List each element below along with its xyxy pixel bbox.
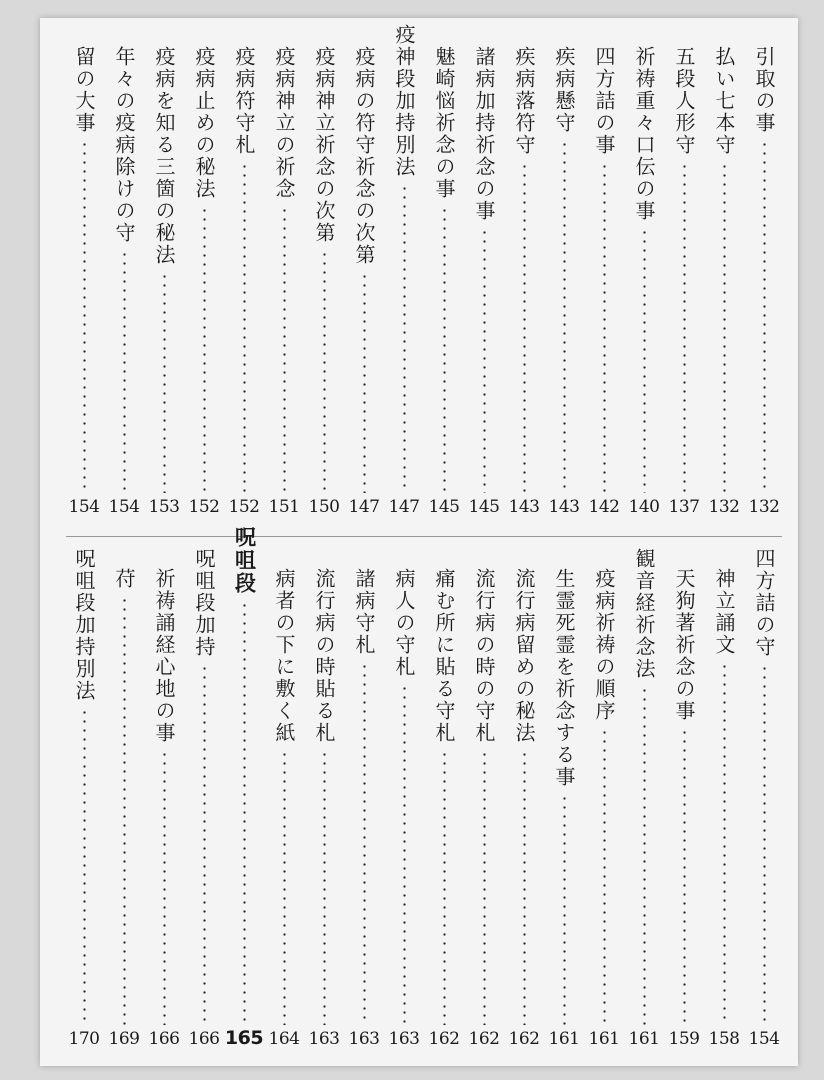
toc-page-number: 142 (588, 497, 620, 517)
dot-leader (123, 250, 126, 493)
dot-leader (483, 750, 486, 1025)
dot-leader (643, 228, 646, 493)
toc-entry-body (514, 548, 534, 1025)
dot-leader (603, 728, 606, 1025)
toc-entry (384, 548, 424, 1048)
toc-page-number: 140 (628, 497, 660, 517)
toc-entry-body (434, 46, 454, 493)
toc-page-number: 163 (348, 1029, 380, 1049)
toc-entry-title: 引取の事 (752, 46, 776, 134)
dot-leader (203, 206, 206, 493)
toc-page-number: 151 (268, 497, 300, 517)
toc-entry (584, 46, 624, 516)
toc-page-number: 162 (468, 1029, 500, 1049)
toc-entry-title: 痛む所に貼る守札 (432, 568, 456, 744)
toc-entry-title: 苻 (112, 568, 136, 590)
toc-entry (424, 548, 464, 1048)
dot-leader (363, 272, 366, 493)
toc-entry-title: 五段人形守 (672, 46, 696, 156)
toc-entry (464, 46, 504, 516)
toc-entry-body (114, 46, 134, 493)
toc-entry (504, 46, 544, 516)
toc-entry (584, 548, 624, 1048)
section-divider (66, 536, 782, 537)
toc-page-number: 163 (388, 1029, 420, 1049)
toc-page-number: 169 (108, 1029, 140, 1049)
toc-entry-title: 疫病を知る三箇の秘法 (152, 46, 176, 266)
dot-leader (443, 206, 446, 493)
toc-entry-title: 祈祷誦経心地の事 (152, 568, 176, 744)
toc-entry (304, 46, 344, 516)
toc-entry-body (434, 548, 454, 1025)
toc-entry-title: 四方詰の守 (752, 548, 776, 658)
dot-leader (683, 728, 686, 1025)
toc-page-number: 132 (708, 497, 740, 517)
toc-page-number: 162 (428, 1029, 460, 1049)
toc-page-number: 163 (308, 1029, 340, 1049)
toc-entry (104, 46, 144, 516)
toc-entry-title: 疫病止めの秘法 (192, 46, 216, 200)
toc-entry-body (754, 46, 774, 493)
dot-leader (763, 664, 766, 1025)
toc-page-number: 143 (548, 497, 580, 517)
toc-entry (544, 548, 584, 1048)
toc-entry-title: 呪咀段加持別法 (72, 548, 96, 702)
toc-entry-body (314, 46, 334, 493)
toc-section-heading: 呪咀段 (232, 526, 257, 595)
toc-entry (504, 548, 544, 1048)
toc-entry (424, 46, 464, 516)
toc-entry-body (594, 46, 614, 493)
toc-entry-title: 疫病の符守祈念の次第 (352, 46, 376, 266)
toc-entry (464, 548, 504, 1048)
toc-entry-title: 疫病神立祈念の次第 (312, 46, 336, 244)
toc-bottom-section (54, 526, 784, 1049)
toc-entry (664, 548, 704, 1048)
toc-entry-body (674, 548, 694, 1025)
toc-entry-title: 神立誦文 (712, 568, 736, 656)
toc-entry-title: 天狗著祈念の事 (672, 568, 696, 722)
toc-entry-title: 四方詰の事 (592, 46, 616, 156)
dot-leader (403, 184, 406, 493)
toc-page-number: 147 (388, 497, 420, 517)
toc-page-number: 147 (348, 497, 380, 517)
toc-entry (344, 548, 384, 1048)
toc-entry-title: 疫病符守札 (232, 46, 256, 156)
dot-leader (643, 686, 646, 1025)
toc-top-section (54, 24, 784, 517)
dot-leader (83, 708, 86, 1025)
toc-page-number: 161 (628, 1029, 660, 1049)
toc-entry-title: 流行病の時の守札 (472, 568, 496, 744)
toc-entry-title: 年々の疫病除けの守 (112, 46, 136, 244)
toc-entry-title: 疫病神立の祈念 (272, 46, 296, 200)
toc-entry-body (234, 46, 254, 493)
dot-leader (323, 750, 326, 1025)
toc-entry (104, 548, 144, 1048)
toc-page-number: 143 (508, 497, 540, 517)
dot-leader (243, 162, 246, 493)
toc-entry (64, 548, 104, 1048)
toc-entry (744, 46, 784, 516)
toc-entry (704, 46, 744, 516)
toc-entry-body (714, 548, 734, 1025)
dot-leader (323, 250, 326, 493)
toc-page-number: 166 (188, 1029, 220, 1049)
toc-entry-body (554, 46, 574, 493)
toc-entry-body (354, 548, 374, 1025)
toc-entry-body (474, 548, 494, 1025)
toc-entry-body (194, 46, 214, 493)
toc-entry (224, 46, 264, 516)
toc-entry-title: 疫神段加持別法 (392, 24, 416, 178)
toc-entry-title: 祈祷重々口伝の事 (632, 46, 656, 222)
dot-leader (363, 662, 366, 1025)
toc-entry (184, 46, 224, 516)
toc-entry-title: 流行病の時貼る札 (312, 568, 336, 744)
toc-entry-body (474, 46, 494, 493)
toc-entry-title: 疾病落符守 (512, 46, 536, 156)
toc-entry-title: 流行病留めの秘法 (512, 568, 536, 744)
toc-entry-title: 呪咀段加持 (192, 548, 216, 658)
toc-page-number: 162 (508, 1029, 540, 1049)
toc-page-number: 154 (108, 497, 140, 517)
toc-entry-body (714, 46, 734, 493)
toc-page-number: 170 (68, 1029, 100, 1049)
toc-entry-body (634, 548, 654, 1025)
dot-leader (483, 228, 486, 493)
toc-entry (184, 548, 224, 1048)
toc-page-number: 161 (548, 1029, 580, 1049)
dot-leader (163, 272, 166, 493)
toc-entry-title: 観音経祈念法 (632, 548, 656, 680)
dot-leader (563, 794, 566, 1025)
toc-entry-title: 諸病加持祈念の事 (472, 46, 496, 222)
dot-leader (83, 140, 86, 493)
toc-entry (664, 46, 704, 516)
toc-page-number: 159 (668, 1029, 700, 1049)
toc-entry-title: 病人の守札 (392, 568, 416, 678)
dot-leader (523, 750, 526, 1025)
toc-entry (384, 24, 424, 517)
toc-entry-title: 生霊死霊を祈念する事 (552, 568, 576, 788)
toc-entry (264, 548, 304, 1048)
toc-entry-body (514, 46, 534, 493)
dot-leader (163, 750, 166, 1025)
dot-leader (123, 596, 126, 1025)
dot-leader (203, 664, 206, 1025)
toc-entry (64, 46, 104, 516)
toc-page-number: 152 (188, 497, 220, 517)
toc-page-number: 152 (228, 497, 260, 517)
toc-entry-body (354, 46, 374, 493)
dot-leader (723, 162, 726, 493)
toc-entry-body (194, 548, 214, 1025)
toc-page-number: 145 (428, 497, 460, 517)
dot-leader (443, 750, 446, 1025)
dot-leader (283, 206, 286, 493)
toc-entry-body (154, 548, 174, 1025)
toc-page-number: 158 (708, 1029, 740, 1049)
toc-entry-title: 留の大事 (72, 46, 96, 134)
toc-entry-body (554, 548, 574, 1025)
book-page (40, 18, 798, 1066)
dot-leader (403, 684, 406, 1025)
toc-page-number: 137 (668, 497, 700, 517)
dot-leader (563, 140, 566, 493)
dot-leader (763, 140, 766, 493)
toc-entry (624, 548, 664, 1048)
toc-entry (224, 526, 264, 1049)
toc-entry-title: 病者の下に敷く紙 (272, 568, 296, 744)
toc-entry-title: 魅崎悩祈念の事 (432, 46, 456, 200)
toc-entry-body (634, 46, 654, 493)
toc-entry-body (394, 24, 414, 493)
toc-entry-title: 疾病懸守 (552, 46, 576, 134)
toc-entry (264, 46, 304, 516)
toc-entry-body (314, 548, 334, 1025)
toc-entry-title: 諸病守札 (352, 568, 376, 656)
dot-leader (723, 662, 726, 1025)
toc-page-number: 161 (588, 1029, 620, 1049)
toc-page-number: 165 (224, 1027, 264, 1049)
toc-entry (544, 46, 584, 516)
toc-page-number: 154 (748, 1029, 780, 1049)
toc-entry-body (674, 46, 694, 493)
toc-entry-body (234, 526, 255, 1023)
toc-entry-body (274, 548, 294, 1025)
toc-page-number: 132 (748, 497, 780, 517)
dot-leader (523, 162, 526, 493)
dot-leader (683, 162, 686, 493)
dot-leader (283, 750, 286, 1025)
toc-entry-body (594, 548, 614, 1025)
toc-page-number: 145 (468, 497, 500, 517)
toc-page-number: 153 (148, 497, 180, 517)
toc-entry (744, 548, 784, 1048)
toc-entry (304, 548, 344, 1048)
toc-entry (344, 46, 384, 516)
toc-entry (144, 548, 184, 1048)
toc-entry-body (154, 46, 174, 493)
toc-entry-body (394, 548, 414, 1025)
toc-entry (704, 548, 744, 1048)
toc-entry-body (74, 548, 94, 1025)
toc-entry-title: 払い七本守 (712, 46, 736, 156)
dot-leader (243, 601, 246, 1023)
toc-entry (624, 46, 664, 516)
toc-page-number: 164 (268, 1029, 300, 1049)
toc-page-number: 154 (68, 497, 100, 517)
toc-entry-body (74, 46, 94, 493)
toc-entry-title: 疫病祈祷の順序 (592, 568, 616, 722)
toc-entry (144, 46, 184, 516)
toc-page-number: 150 (308, 497, 340, 517)
toc-page-number: 166 (148, 1029, 180, 1049)
dot-leader (603, 162, 606, 493)
toc-entry-body (754, 548, 774, 1025)
toc-entry-body (274, 46, 294, 493)
toc-entry-body (114, 548, 134, 1025)
